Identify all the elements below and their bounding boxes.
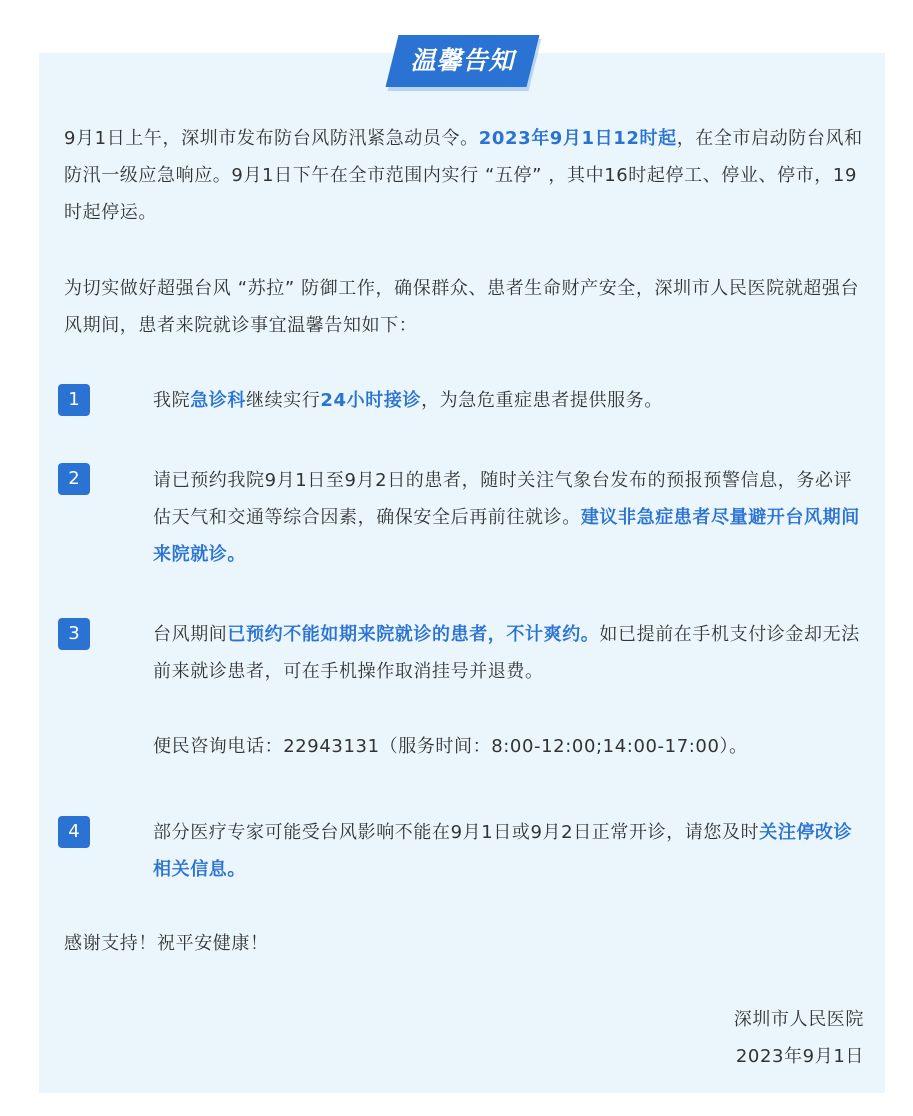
- highlight-time: 2023年9月1日12时起: [478, 128, 677, 149]
- page-title: 温馨告知: [410, 46, 515, 75]
- item-text: 部分医疗专家可能受台风影响不能在9月1日或9月2日正常开诊，请您及时: [153, 822, 760, 843]
- intro-paragraph-2: 为切实做好超强台风 “苏拉” 防御工作，确保群众、患者生命财产安全，深圳市人民医院就超强台风期间，患者来院就诊事宜温馨告知如下：: [64, 278, 860, 336]
- intro-paragraph-1: [64, 120, 864, 231]
- highlight-text: 24小时接诊: [320, 390, 422, 411]
- signature-org: 深圳市人民医院: [733, 1009, 864, 1030]
- item-text: 继续实行: [246, 390, 321, 411]
- highlight-text: 已预约不能如期来院就诊的患者，不计爽约。: [227, 624, 600, 645]
- notice-item-4: [153, 814, 863, 888]
- notice-item-1: [153, 382, 863, 419]
- intro-text: 9月1日上午，深圳市发布防台风防汛紧急动员令。: [64, 128, 479, 149]
- item-text: 如已提前在手机支付诊金却无法前来就诊患者，可在手机操作取消挂号并退费。: [153, 624, 860, 682]
- item-number-badge: 4: [58, 816, 90, 848]
- signature-date: 2023年9月1日: [735, 1046, 864, 1067]
- item-text: ，为急危重症患者提供服务。: [421, 390, 663, 411]
- item-text: 我院: [153, 390, 191, 411]
- item-number-badge: 3: [58, 618, 90, 650]
- highlight-text: 建议非急症患者尽量避开台风期间来院就诊。: [153, 507, 860, 565]
- hotline-text: 便民咨询电话：22943131（服务时间：8:00-12:00;14:00-17:00）。: [153, 736, 748, 757]
- item-text: 台风期间: [153, 624, 228, 645]
- notice-item-2: [153, 462, 863, 573]
- item-text: 请已预约我院9月1日至9月2日的患者，随时关注气象台发布的预报预警信息，务必评估天气和交通等综合因素，确保安全后再前往就诊。: [153, 470, 853, 528]
- highlight-text: 关注停改诊相关信息。: [153, 822, 853, 880]
- highlight-text: 急诊科: [190, 390, 247, 411]
- closing-text: 感谢支持！祝平安健康！: [64, 933, 269, 954]
- intro-text: ，在全市启动防台风和防汛一级应急响应。9月1日下午在全市范围内实行 “五停” ，其中16时起停工、停业、停市，19时起停运。: [64, 128, 863, 223]
- notice-item-3: [153, 616, 863, 690]
- item-number-badge: 1: [58, 384, 90, 416]
- item-number-badge: 2: [58, 463, 90, 495]
